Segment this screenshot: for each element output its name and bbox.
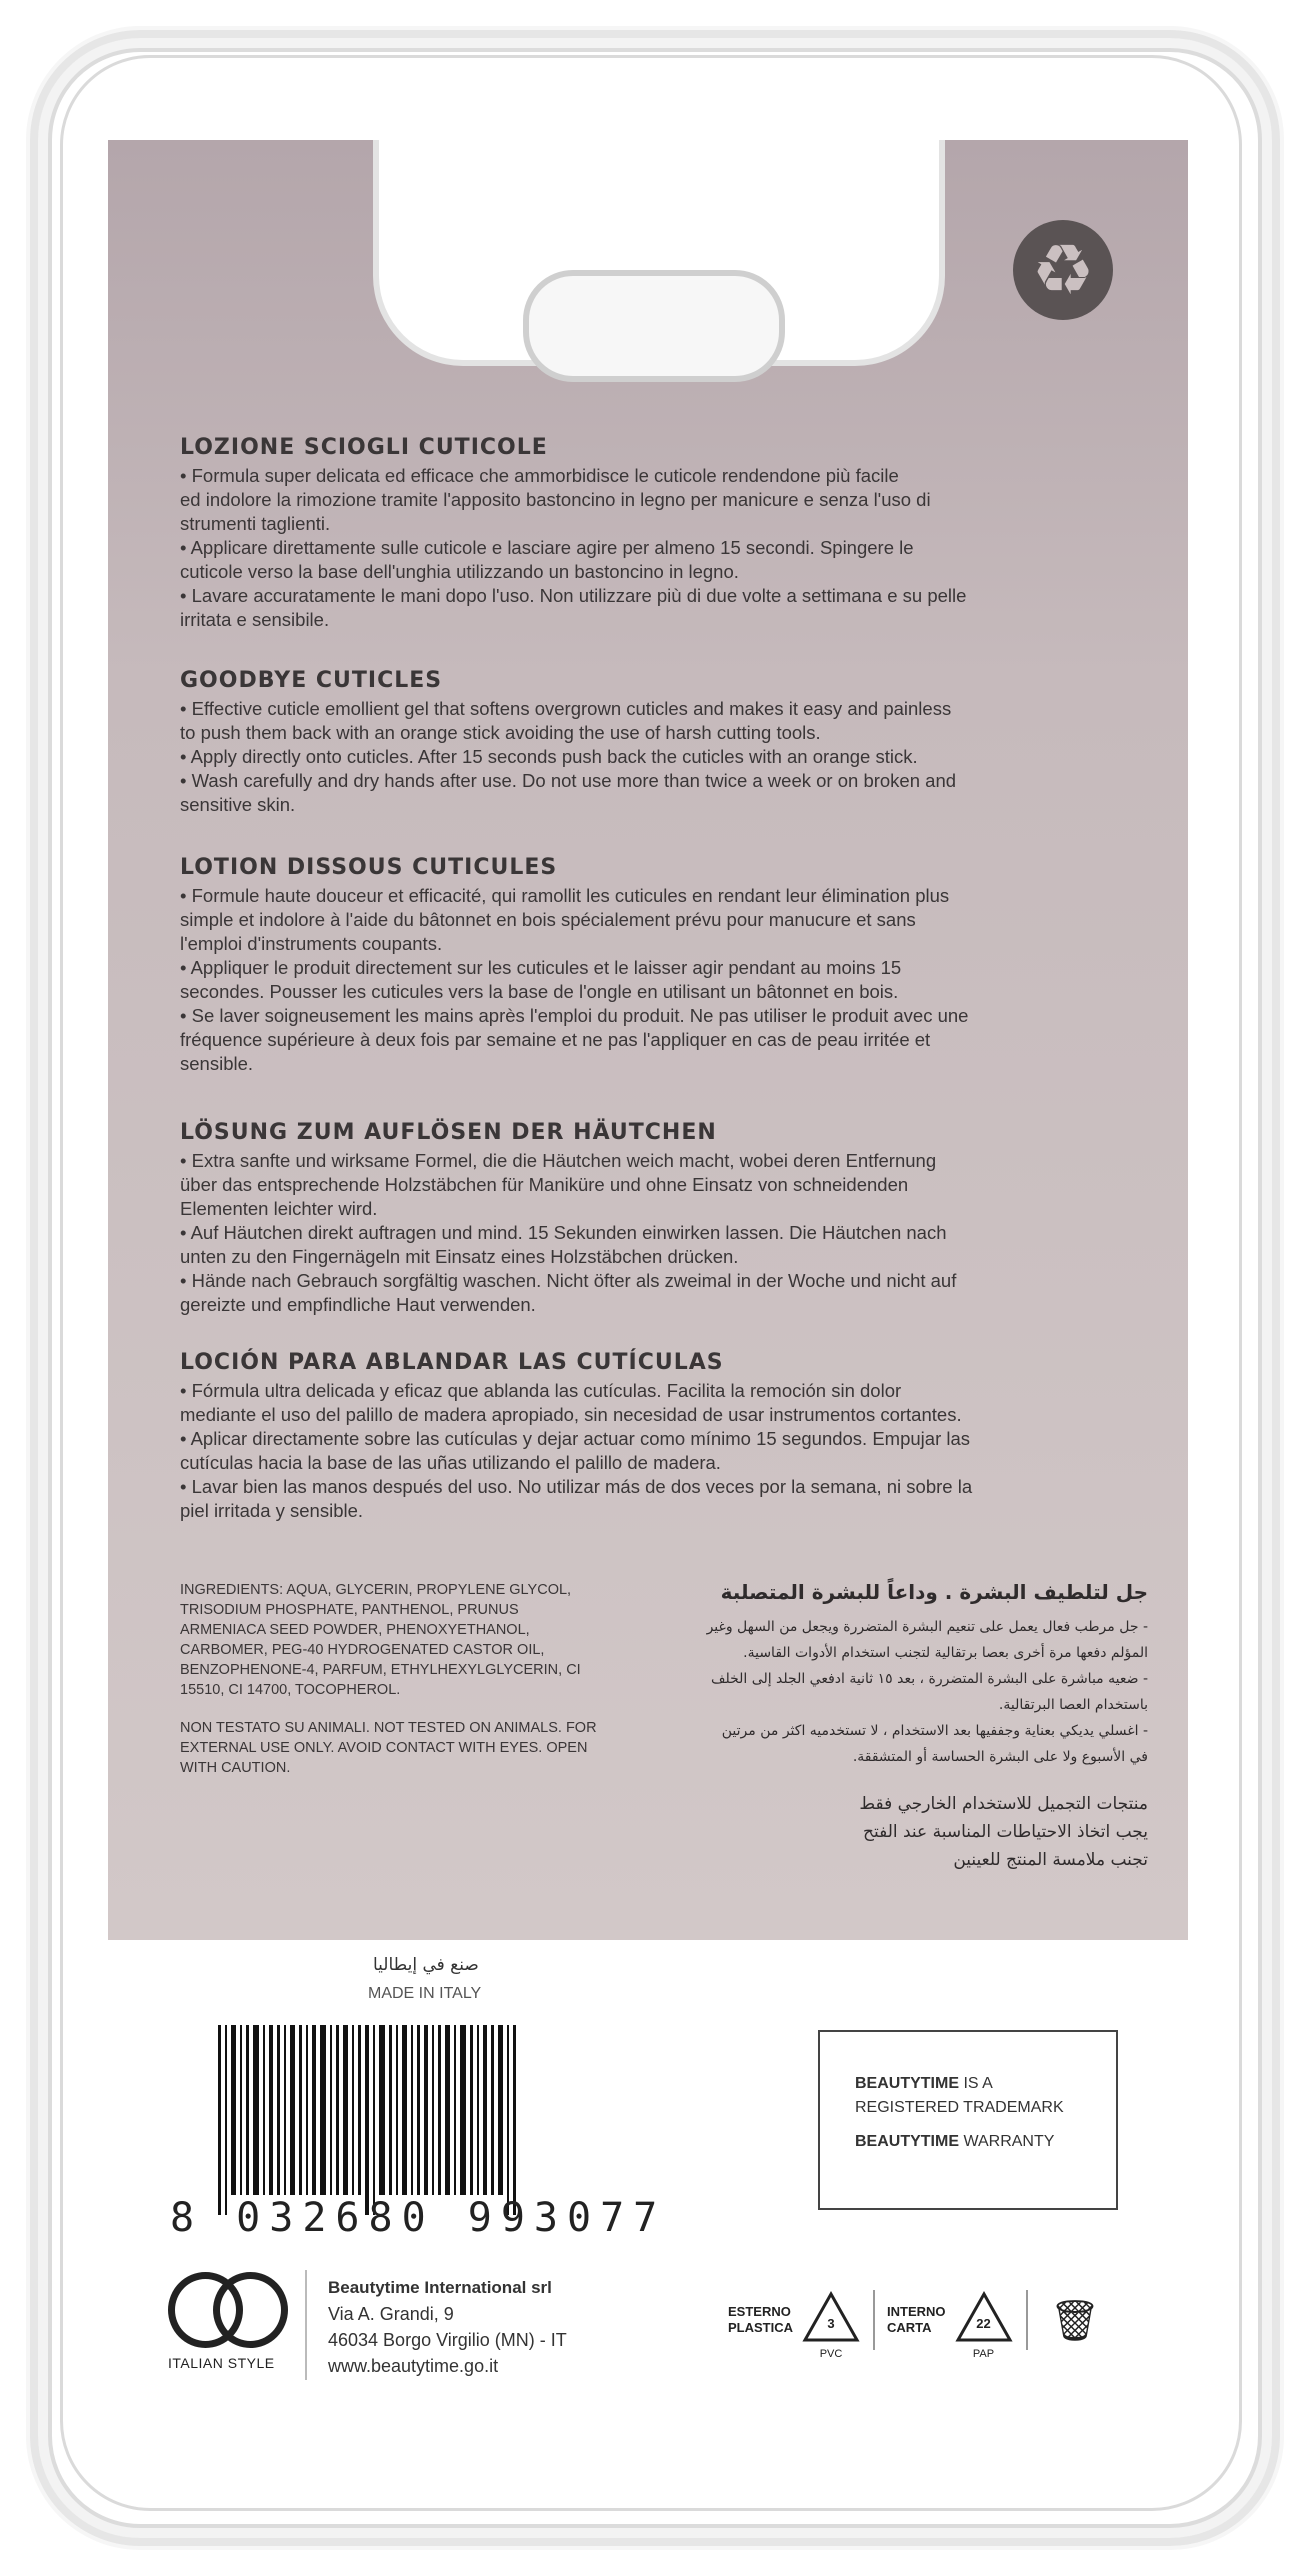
outer-recycling-code: PVC [819,2348,843,2360]
company-address [328,2275,567,2379]
barcode-bar [379,2025,385,2195]
barcode-bar [352,2025,354,2195]
outer-recycling-number: 3 [827,2315,835,2331]
barcode-bar [424,2025,428,2195]
barcode-bar [312,2025,316,2195]
barcode-bar [225,2025,227,2215]
section-title: LÖSUNG ZUM AUFLÖSEN DER HÄUTCHEN [180,1120,717,1145]
barcode-bar [218,2025,221,2215]
tidy-man-bin-icon: 🗑 [1049,2297,1101,2344]
barcode-bar [491,2025,494,2195]
company-street: Via A. Grandi, 9 [328,2304,454,2324]
barcode-bar [373,2025,375,2215]
trademark-line1b: REGISTERED TRADEMARK [855,2099,1064,2116]
arabic-external-use: منتجات التجميل للاستخدام الخارجي فقط يجب اتخاذ الاحتياطات المناسبة عند الفتح تجنب ملامسة المنتج للعينين [859,1794,1148,1870]
barcode-bar [402,2025,407,2195]
separator [873,2290,875,2350]
outer-label-1: ESTERNO [728,2304,791,2319]
made-in-arabic: صنع في إيطاليا [373,1955,479,1975]
section-title: LOTION DISSOUS CUTICULES [180,855,558,880]
section-english [180,668,1140,817]
barcode-bar [389,2025,392,2195]
barcode-bar [513,2025,516,2215]
barcode-bar [277,2025,280,2195]
barcode-bar [417,2025,420,2195]
barcode-bar [483,2025,487,2195]
barcode-bar [263,2025,265,2195]
barcode-bar [231,2025,236,2195]
ingredients-list [180,1580,600,1778]
brand-name: BEAUTYTIME [855,2133,959,2150]
product-card [108,140,1188,2440]
barcode-bar [343,2025,348,2195]
barcode-bar [432,2025,434,2195]
section-text: • Fórmula ultra delicada y eficaz que ablanda las cutículas. Facilita la remoción sin dolor mediante el uso del palillo de madera apropiado, sin necesidad de usar instrumentos cortantes. • Aplicar directamente sobre las cutículas y dejar actuar como mínimo 15 segundos. Empujar las cutículas hacia la base de las uñas utilizando el palillo de madera. • Lavar bien las manos después del uso. No utilizar más de dos veces por la semana, ni sobre la piel irritada y sensible. [180,1380,973,1521]
company-name: Beautytime International srl [328,2278,552,2297]
barcode-bar [507,2025,509,2215]
barcode-bar [320,2025,326,2195]
barcode-bar [358,2025,361,2195]
barcode-bar [477,2025,479,2195]
section-french [180,855,1140,1076]
section-text: • Formule haute douceur et efficacité, qui ramollit les cuticules en rendant leur élimination plus simple et indolore à l'aide du bâtonnet en bois spécialement prévu pour manucure et sans l'emploi d'instruments coupants. • Appliquer le produit directement sur les cuticules et le laisser agir pendant au moins 15 secondes. Pousser les cuticules vers la base de l'ongle en utilisant un bâtonnet en bois. • Se laver soigneusement les mains après l'emploi du produit. Ne pas utiliser le produit avec une fréquence supérieure à deux fois par semaine et ne pas l'appliquer en cas de peau irritée et sensible. [180,885,969,1074]
italian-style-logo [168,2270,288,2350]
barcode [218,2025,718,2220]
section-text: • Extra sanfte und wirksame Formel, die die Häutchen weich macht, wobei deren Entfernung über das entsprechende Holzstäbchen für Maniküre und ohne Einsatz von schneidenden Elementen leichter wird. • Auf Häutchen direkt auftragen und mind. 15 Sekunden einwirken lassen. Die Häutchen nach unten zu den Fingernägeln mit Einsatz eines Holzstäbchen drücken. • Hände nach Gebrauch sorgfältig waschen. Nicht öfter als zweimal in der Woche und nicht auf gereizte und empfindliche Haut verwenden. [180,1150,957,1315]
inner-recycling-number: 22 [976,2315,991,2331]
hang-slot [523,270,785,382]
section-italian [180,435,1140,632]
arabic-text-block [628,1580,1148,1874]
barcode-bar [290,2025,295,2195]
section-text: • Formula super delicata ed efficace che ammorbidisce le cuticole rendendone più facile ed indolore la rimozione tramite l'apposito bastoncino in legno per manicure e senza l'uso di strumenti taglienti. • Applicare direttamente sulle cuticole e lasciare agire per almeno 15 secondi. Spingere le cuticole verso la base dell'unghia utilizzando un bastoncino in legno. • Lavare accuratamente le mani dopo l'uso. Non utilizzare più di due volte a settimana e su pelle irritata e sensibile. [180,465,967,630]
inner-recycling-code: PAP [972,2348,995,2360]
barcode-bar [240,2025,242,2195]
section-title: LOZIONE SCIOGLI CUTICOLE [180,435,548,460]
inner-label-1: INTERNO [887,2304,946,2319]
recycling-triangle-icon [954,2290,1014,2360]
barcode-bar [411,2025,413,2195]
trademark-line1: IS A [963,2075,993,2092]
arabic-body: - جل مرطب فعال يعمل على تنعيم البشرة المتضررة ويجعل من السهل وغير المؤلم دفعها مرة أخرى بعصا برتقالية لتجنب استخدام الأدوات القاسية. - ضعيه مباشرة على البشرة المتضررة ، بعد ١٥ ثانية ادفعي الجلد إلى الخلف باستخدام العصا البرتقالية. - اغسلي يديكي بعناية وجففيها بعد الاستخدام ، لا تستخدميه اكثر من مرتين في الأسبوع ولا على البشرة الحساسة أو المتشققة. [706,1619,1148,1765]
brand-name: BEAUTYTIME [855,2075,959,2092]
barcode-bar [438,2025,441,2195]
inner-label-2: CARTA [887,2320,932,2335]
barcode-bar [454,2025,456,2195]
barcode-bar [470,2025,473,2195]
arabic-title: جل لتلطيف البشرة . وداعاً للبشرة المتصلبة [720,1580,1148,1604]
separator [1026,2290,1028,2350]
outer-label-2: PLASTICA [728,2320,793,2335]
barcode-bar [498,2025,503,2195]
barcode-bar [299,2025,302,2195]
inner-material-label [887,2304,946,2336]
barcode-bar [269,2025,273,2195]
company-city: 46034 Borgo Virgilio (MN) - IT [328,2330,567,2350]
section-german [180,1120,1140,1317]
trademark-line2: WARRANTY [963,2133,1055,2150]
company-website: www.beautytime.go.it [328,2356,499,2376]
recycle-icon: ♻ [1013,220,1113,320]
barcode-bar [396,2025,398,2195]
recycling-triangle-icon [801,2290,861,2360]
divider [305,2270,307,2380]
barcode-bar [336,2025,339,2195]
logo-ring-right [213,2272,288,2348]
barcode-number: 8 032680 993077 [170,2195,667,2241]
barcode-bar [284,2025,286,2195]
made-in-italy: MADE IN ITALY [368,1985,482,2002]
barcode-bar [253,2025,259,2195]
barcode-bar [306,2025,308,2195]
section-title: LOCIÓN PARA ABLANDAR LAS CUTÍCULAS [180,1350,724,1375]
section-title: GOODBYE CUTICLES [180,668,443,693]
ingredients-text: INGREDIENTS: AQUA, GLYCERIN, PROPYLENE GLYCOL, TRISODIUM PHOSPHATE, PANTHENOL, PRUNUS ARMENIACA SEED POWDER, PHENOXYETHANOL, CARBOMER, PEG-40 HYDROGENATED CASTOR OIL, BENZOPHENONE-4, PARFUM, ETHYLHEXYLGLYCERIN, CI 15510, CI 14700, TOCOPHEROL. [180,1582,581,1698]
outer-material-label [728,2304,793,2336]
barcode-bar [330,2025,332,2195]
warnings-text: NON TESTATO SU ANIMALI. NOT TESTED ON ANIMALS. FOR EXTERNAL USE ONLY. AVOID CONTACT WITH EYES. OPEN WITH CAUTION. [180,1720,597,1776]
barcode-bar [365,2025,369,2215]
section-spanish [180,1350,1140,1523]
barcode-bar [445,2025,450,2195]
section-text: • Effective cuticle emollient gel that softens overgrown cuticles and makes it easy and painless to push them back with an orange stick avoiding the use of harsh cutting tools. • Apply directly onto cuticles. After 15 seconds push back the cuticles with an orange stick. • Wash carefully and dry hands after use. Do not use more than twice a week or on broken and sensitive skin. [180,698,957,815]
trademark-box [818,2030,1118,2210]
barcode-bar [246,2025,249,2195]
recycling-info [728,2290,1101,2360]
barcode-bar [460,2025,466,2195]
logo-caption: ITALIAN STYLE [168,2355,275,2371]
